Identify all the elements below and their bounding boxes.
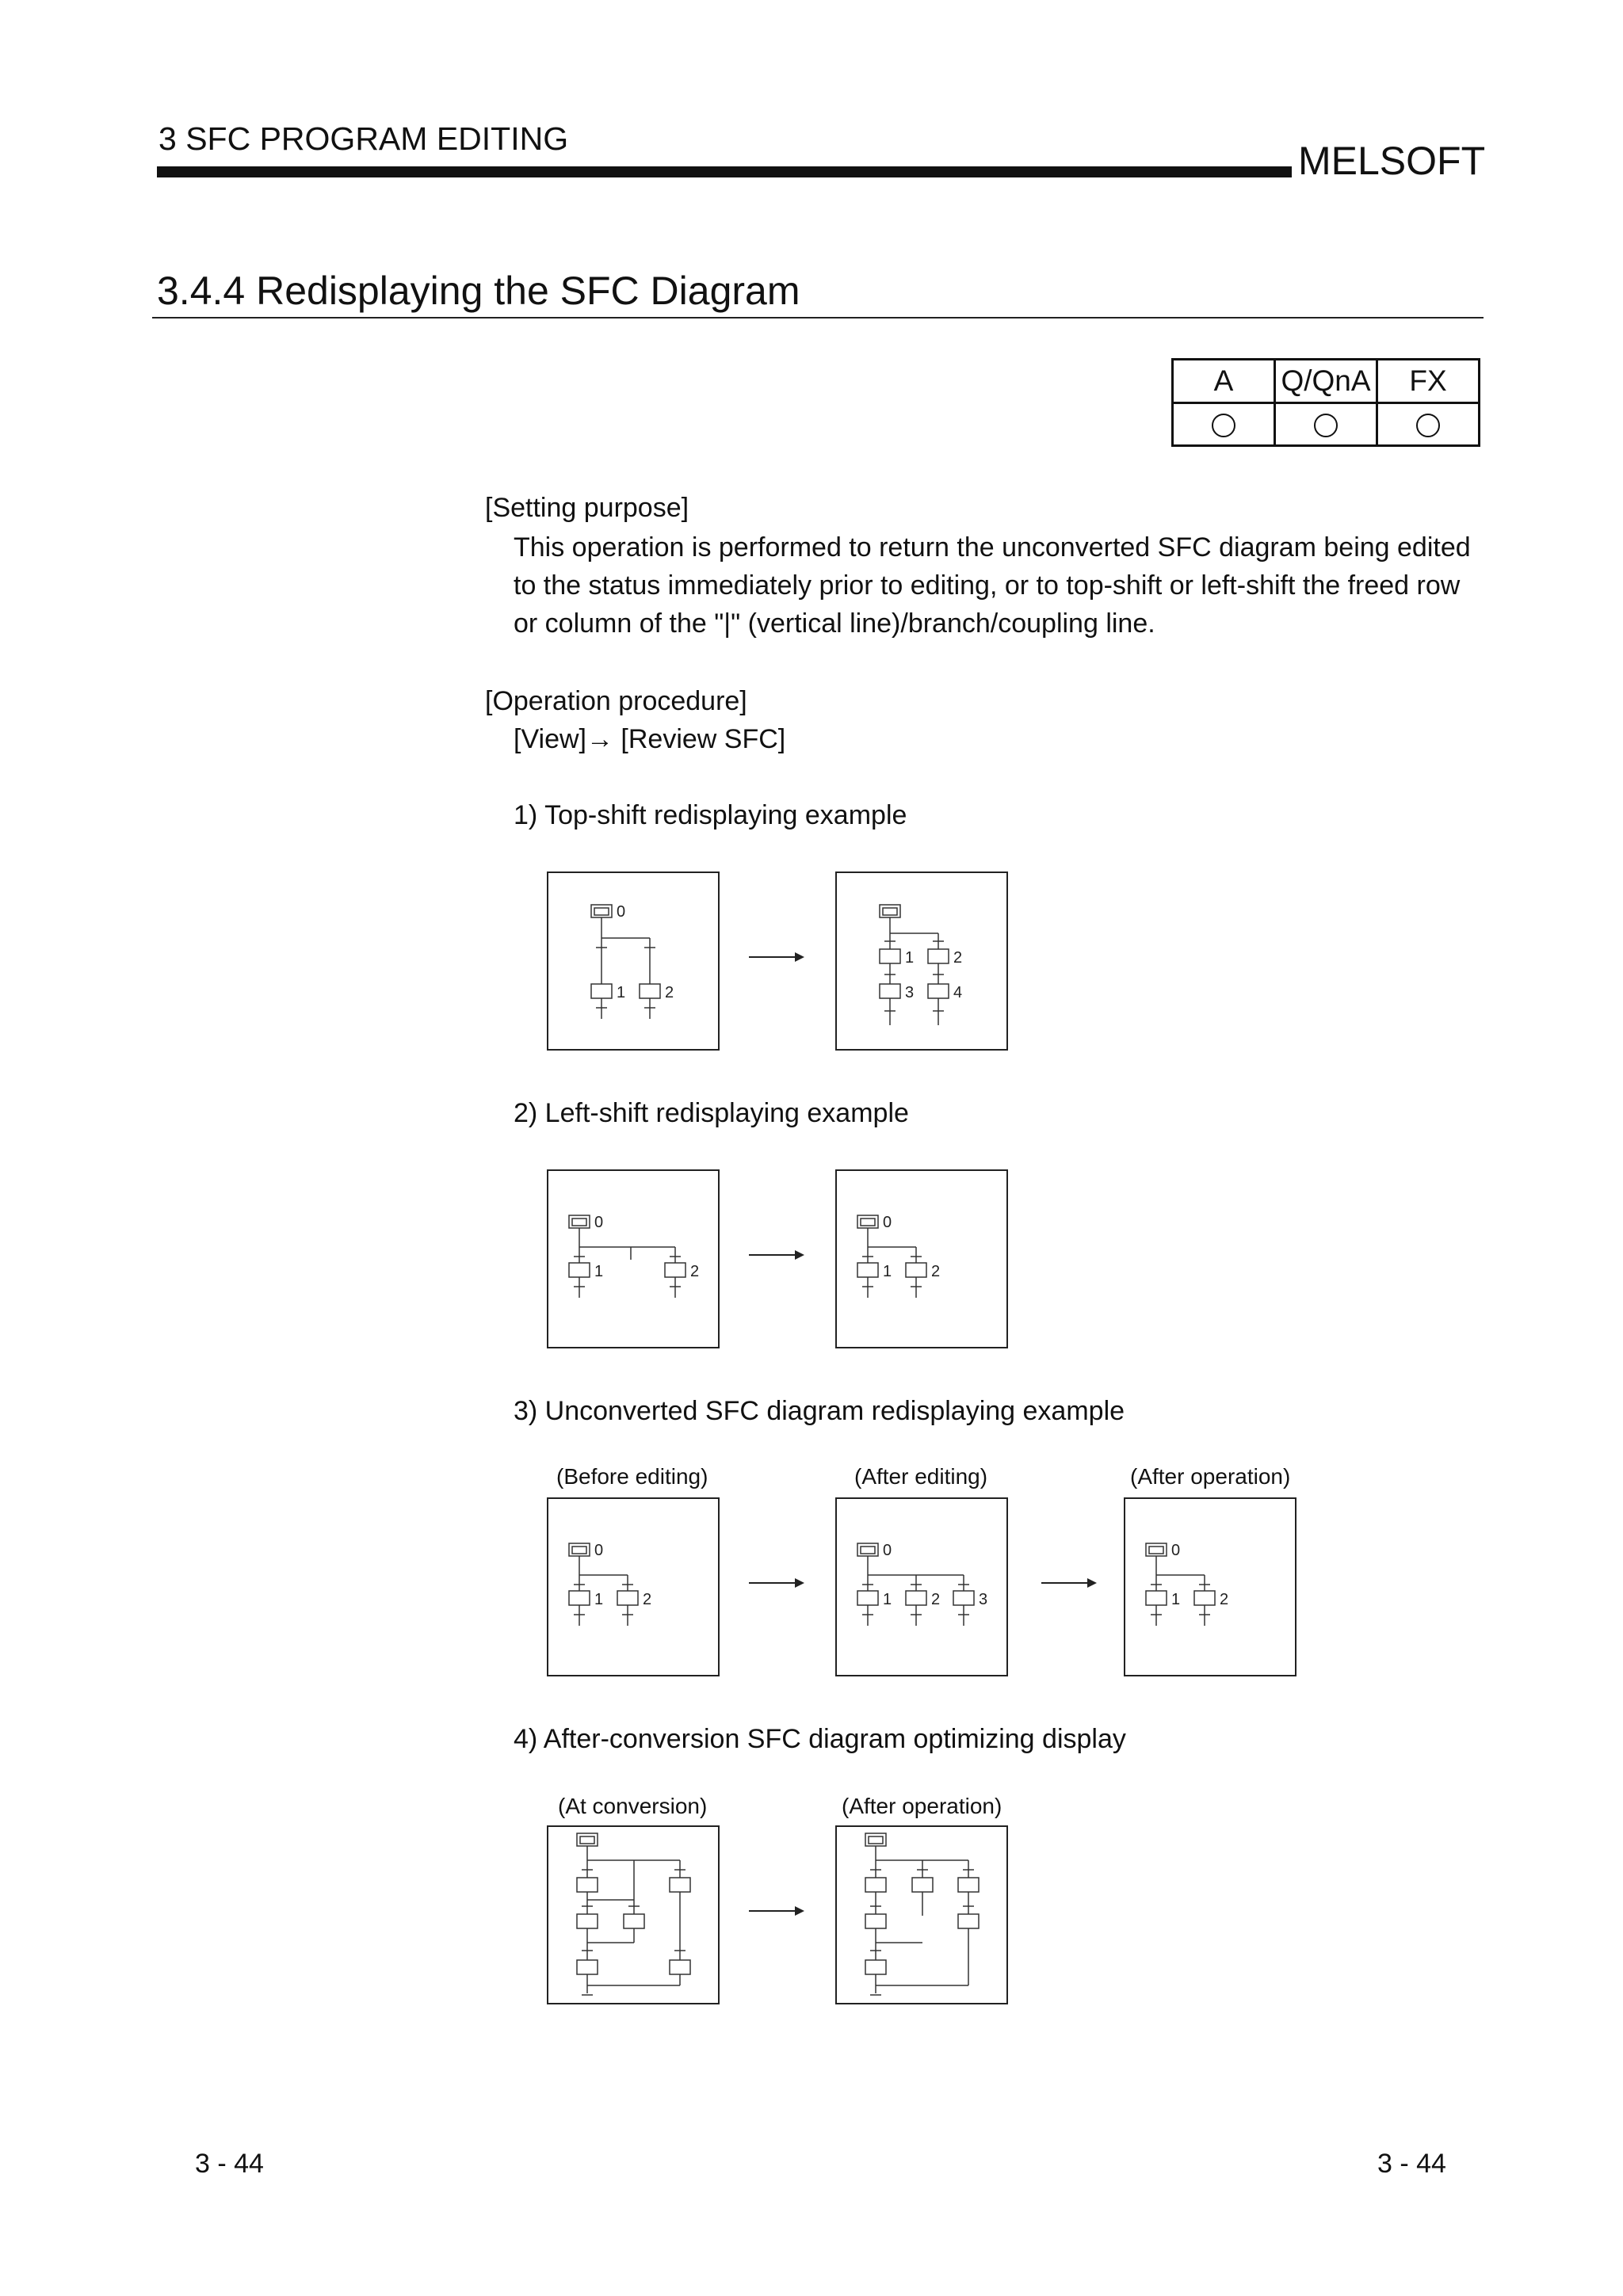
setting-purpose-line: This operation is performed to return the unconverted SFC diagram being edited <box>514 532 1471 563</box>
arrow-right-icon <box>749 951 806 963</box>
setting-purpose-heading: [Setting purpose] <box>485 493 689 523</box>
step-box <box>591 984 612 998</box>
example-2-title: 2) Left-shift redisplaying example <box>514 1098 909 1128</box>
caption-after-operation: (After operation) <box>1130 1464 1291 1489</box>
circle-icon <box>1416 414 1440 437</box>
step-label: 2 <box>690 1263 700 1280</box>
step-box <box>865 1878 886 1892</box>
compat-cell-a <box>1173 402 1275 446</box>
example-2-before-panel <box>547 1169 720 1348</box>
step-box <box>865 1960 886 1974</box>
sfc-diagram <box>837 873 1006 1049</box>
circle-icon <box>1212 414 1235 437</box>
step-box <box>670 1960 690 1974</box>
circle-icon <box>1314 414 1338 437</box>
compat-header-fx: FX <box>1377 360 1480 403</box>
example-4-after-panel <box>835 1825 1008 2004</box>
caption-at-conversion: (At conversion) <box>558 1794 708 1818</box>
step-box <box>865 1914 886 1928</box>
step-box <box>577 1960 598 1974</box>
menu-path: [View]→ [Review SFC] <box>514 724 786 754</box>
step-box <box>665 1263 685 1277</box>
step-label: 4 <box>953 984 963 1001</box>
step-box <box>880 949 900 963</box>
step-box <box>912 1878 933 1892</box>
example-1-before-panel <box>547 871 720 1051</box>
step-box <box>857 1591 878 1605</box>
setting-purpose-line: to the status immediately prior to editing, or to top-shift or left-shift the freed row <box>514 570 1461 601</box>
step-box <box>928 949 949 963</box>
step-box <box>577 1914 598 1928</box>
step-label: 2 <box>1220 1591 1229 1608</box>
arrow-right-icon <box>749 1249 806 1261</box>
compatibility-table <box>1171 358 1480 447</box>
step-label: 3 <box>979 1591 988 1608</box>
step-box <box>624 1914 644 1928</box>
step-label: 0 <box>594 1214 604 1231</box>
step-label: 0 <box>1171 1542 1181 1559</box>
step-box <box>906 1263 926 1277</box>
example-4-before-panel <box>547 1825 720 2004</box>
step-box <box>577 1878 598 1892</box>
operation-procedure-heading: [Operation procedure] <box>485 686 747 716</box>
example-2-after-panel <box>835 1169 1008 1348</box>
step-box <box>928 984 949 998</box>
step-box <box>906 1591 926 1605</box>
step-label: 1 <box>594 1263 604 1280</box>
example-3-title: 3) Unconverted SFC diagram redisplaying example <box>514 1396 1125 1426</box>
step-box <box>1194 1591 1215 1605</box>
step-box <box>958 1878 979 1892</box>
arrow-right-icon <box>1041 1577 1098 1589</box>
caption-before-editing: (Before editing) <box>556 1464 708 1489</box>
step-label: 1 <box>617 984 626 1001</box>
section-rule <box>152 317 1484 318</box>
sfc-diagram <box>548 1827 718 2003</box>
step-label: 0 <box>883 1542 892 1559</box>
sfc-diagram <box>548 1171 718 1347</box>
page-number-right: 3 - 44 <box>1377 2149 1446 2179</box>
step-label: 2 <box>931 1591 941 1608</box>
step-box <box>569 1263 590 1277</box>
example-1-after-panel <box>835 871 1008 1051</box>
sfc-diagram <box>837 1827 1006 2003</box>
step-box <box>569 1591 590 1605</box>
step-box <box>880 984 900 998</box>
compat-cell-qnqa <box>1275 402 1377 446</box>
sfc-diagram <box>548 873 718 1049</box>
header-rule <box>157 166 1292 177</box>
example-1-title: 1) Top-shift redisplaying example <box>514 800 907 830</box>
sfc-diagram <box>837 1499 1006 1675</box>
step-box <box>1146 1591 1167 1605</box>
example-3-after-operation-panel <box>1124 1497 1296 1676</box>
caption-after-operation: (After operation) <box>842 1794 1002 1818</box>
sfc-diagram <box>1125 1499 1295 1675</box>
brand-logo-text: MELSOFT <box>1298 139 1486 183</box>
step-label: 2 <box>931 1263 941 1280</box>
section-title: 3.4.4 Redisplaying the SFC Diagram <box>157 269 800 313</box>
step-label: 0 <box>883 1214 892 1231</box>
step-box <box>617 1591 638 1605</box>
step-box <box>640 984 660 998</box>
step-box <box>857 1263 878 1277</box>
example-3-before-panel <box>547 1497 720 1676</box>
step-label: 2 <box>643 1591 652 1608</box>
page-number-left: 3 - 44 <box>195 2149 264 2179</box>
compat-cell-fx <box>1377 402 1480 446</box>
step-label: 3 <box>905 984 915 1001</box>
step-box <box>953 1591 974 1605</box>
step-box <box>670 1878 690 1892</box>
setting-purpose-line: or column of the "|" (vertical line)/branch/coupling line. <box>514 608 1155 639</box>
step-label: 1 <box>883 1263 892 1280</box>
step-label: 2 <box>953 949 963 967</box>
sfc-diagram <box>548 1499 718 1675</box>
chapter-heading: 3 SFC PROGRAM EDITING <box>158 120 569 157</box>
step-label: 0 <box>617 903 626 921</box>
compat-header-a: A <box>1173 360 1275 403</box>
step-label: 1 <box>905 949 915 967</box>
example-3-after-editing-panel <box>835 1497 1008 1676</box>
step-box <box>958 1914 979 1928</box>
sfc-diagram <box>837 1171 1006 1347</box>
setting-purpose-body <box>514 528 1471 643</box>
caption-after-editing: (After editing) <box>854 1464 988 1489</box>
step-label: 0 <box>594 1542 604 1559</box>
step-label: 1 <box>1171 1591 1181 1608</box>
step-label: 2 <box>665 984 674 1001</box>
step-label: 1 <box>883 1591 892 1608</box>
arrow-right-icon <box>749 1577 806 1589</box>
compat-header-qnqa: Q/QnA <box>1275 360 1377 403</box>
example-4-title: 4) After-conversion SFC diagram optimizing display <box>514 1724 1126 1754</box>
arrow-right-icon <box>749 1905 806 1917</box>
step-label: 1 <box>594 1591 604 1608</box>
